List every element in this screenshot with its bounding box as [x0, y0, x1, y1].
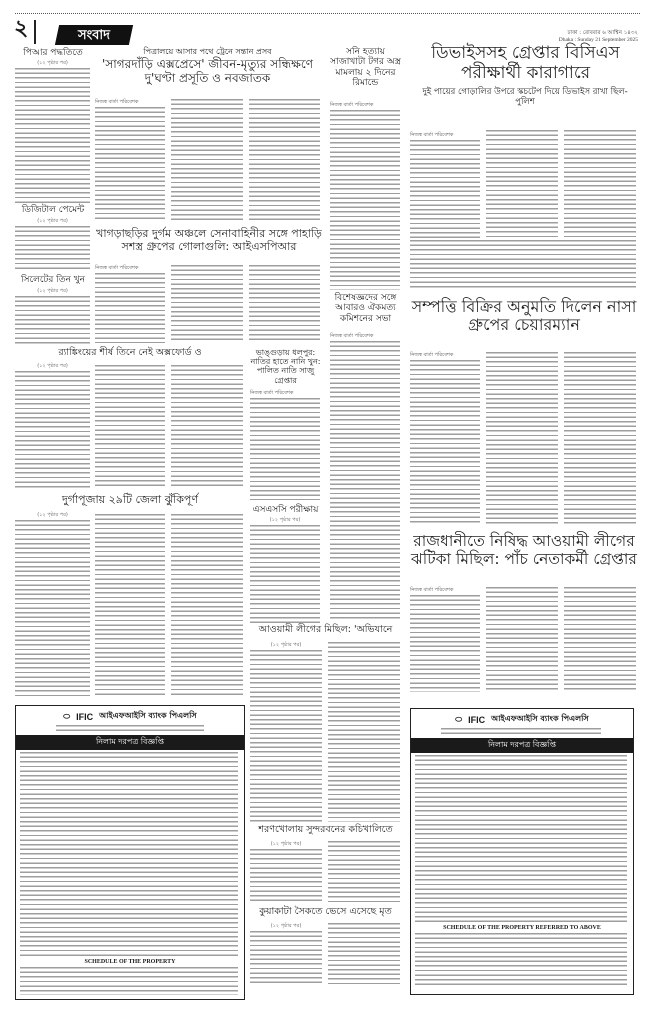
article-text [171, 365, 243, 489]
headline-soni: সনি হত্যায় সাজাখাটা টগর অস্ত্র মামলায় ২ দিনের রিমান্ডে [330, 47, 401, 89]
article-text [410, 240, 636, 290]
ad-schedule-text [415, 933, 627, 985]
article-text [171, 514, 243, 698]
byline: নিজস্ব বার্তা পরিবেশক [330, 102, 374, 108]
ific-auction-notice-right [410, 708, 634, 995]
headline-ranking: র‍্যাঙ্কিংয়ের শীর্ষ তিনে নেই অক্সফোর্ড ও [58, 347, 202, 358]
headline-sylhet: সিলেটের তিন খুন [20, 275, 86, 285]
byline: নিজস্ব বার্তা পরিবেশক [410, 132, 454, 138]
article-text [95, 273, 165, 343]
article-text [564, 130, 636, 240]
headline-khagrachari: খাগড়াছড়ির দুর্গম অঞ্চলে সেনাবাহিনীর সঙ্গে পাহাড়ি সশস্ত্র গ্রুপের গোলাগুলি: আইএসপিআর [96, 227, 322, 253]
article-text [15, 520, 90, 698]
article-text [15, 68, 90, 203]
byline: নিজস্ব বার্তা পরিবেশক [410, 352, 454, 358]
newspaper-logo-text: সংবাদ [77, 28, 111, 43]
headline-nasa: সম্পত্তি বিক্রির অনুমতি দিলেন নাসা গ্রুপের চেয়ারম্যান [411, 297, 637, 335]
continued-label: (১২ পৃষ্ঠার পর) [269, 517, 301, 523]
article-text [250, 849, 322, 904]
headline-pr: পিআর পদ্ধতিতে [23, 48, 83, 58]
article-text [249, 99, 320, 222]
continued-label: (১২ পৃষ্ঠার পর) [270, 923, 302, 929]
ific-logo-icon: ⬭ [455, 714, 463, 724]
continued-label: (১২ পৃষ্ঠার পর) [37, 363, 68, 369]
continued-label: (১২ পৃষ্ঠার পর) [270, 841, 302, 847]
kicker-train: পিত্রালয়ে আসার পথে ট্রেনে সন্তান প্রসব [143, 47, 272, 56]
article-text [328, 841, 400, 904]
headline-capital-rally: রাজধানীতে নিষিদ্ধ আওয়ামী লীগের ঝটিকা মিছিল: পাঁচ নেতাকর্মী গ্রেপ্তার [411, 532, 637, 568]
article-text [15, 371, 90, 489]
headline-murder: ভাঙ্গুড়ায় ধলপুর: নাতির হাতে নানি খুন: পালিত নাতি সাজু গ্রেপ্তার [250, 348, 321, 385]
auction-notice-title: নিলাম দরপত্র বিজ্ঞপ্তি [411, 738, 633, 753]
header-divider [34, 20, 36, 44]
continued-label: (১২ পৃষ্ঠার পর) [37, 512, 68, 518]
ific-logo-text: IFIC [468, 714, 486, 725]
headline-kuakata: কুয়াকাটা সৈকতে ভেসে এসেছে মৃত [259, 906, 392, 917]
headline-awami-rally: আওয়ামী লীগের মিছিল: 'অভিযানে [258, 624, 393, 635]
article-text [250, 525, 320, 623]
ific-logo-text: IFIC [76, 711, 94, 722]
byline: নিজস্ব বার্তা পরিবেশক [95, 265, 139, 271]
continued-label: (১২ পৃষ্ঠার পর) [270, 642, 302, 648]
subheadline-bcs: দুই পায়ের গোড়ালির উপরে স্কচটেপ দিয়ে ডিভাইস রাখা ছিল- পুলিশ [422, 87, 628, 107]
article-text [250, 650, 322, 822]
byline: নিজস্ব বার্তা পরিবেশক [250, 390, 294, 396]
headline-bcs: ডিভাইসসহ গ্রেপ্তার বিসিএস পরীক্ষার্থী কারাগারে [431, 43, 620, 83]
schedule-heading: SCHEDULE OF THE PROPERTY REFERRED TO ABOVE [443, 925, 601, 931]
article-text [95, 365, 165, 489]
article-text [171, 265, 243, 343]
article-text [95, 514, 165, 698]
article-text [330, 110, 400, 290]
ad-schedule-text [20, 967, 238, 995]
article-text [15, 226, 90, 272]
article-text [15, 296, 90, 344]
article-text [410, 360, 480, 525]
byline: নিজস্ব বার্তা পরিবেশক [410, 587, 454, 593]
bank-name: আইএফআইসি ব্যাংক পিএলসি [99, 711, 197, 720]
article-text [410, 140, 480, 240]
ific-logo-icon: ⬭ [63, 711, 71, 721]
article-text [410, 595, 480, 692]
header-dotted-rule [15, 13, 640, 14]
ific-auction-notice-left [15, 705, 245, 1000]
article-text [250, 398, 320, 500]
headline-durga-puja: দুর্গাপূজায় ২৯টি জেলা ঝুঁকিপূর্ণ [61, 493, 199, 506]
schedule-heading: SCHEDULE OF THE PROPERTY [84, 959, 176, 965]
byline: নিজস্ব বার্তা পরিবেশক [330, 333, 374, 339]
article-text [486, 587, 558, 692]
ific-logo [16, 710, 244, 723]
article-text [486, 352, 558, 525]
page-number: ২ [14, 16, 29, 41]
ad-address [56, 725, 204, 733]
article-text [564, 352, 636, 525]
date-en: Dhaka : Sunday 21 September 2025 [558, 37, 638, 43]
article-text [328, 642, 400, 822]
continued-label: (১২ পৃষ্ঠার পর) [37, 60, 68, 66]
continued-label: (১২ পৃষ্ঠার পর) [37, 218, 68, 224]
article-text [486, 130, 558, 240]
headline-train: 'সাগরদাঁড়ি এক্সপ্রেসে' জীবন-মৃত্যুর সন্ধিক্ষণে দু'ঘণ্টা প্রসূতি ও নবজাতক [102, 57, 313, 85]
bank-name: আইএফআইসি ব্যাংক পিএলসি [491, 714, 589, 723]
date-bn: ঢাকা : রোববার ৬ আশ্বিন ১৪৩২ [567, 30, 638, 36]
headline-sharankhola: শরণখোলায় সুন্দরবনের কচিখালিতে [258, 824, 393, 835]
byline: নিজস্ব বার্তা পরিবেশক [95, 99, 139, 105]
continued-label: (১২ পৃষ্ঠার পর) [37, 288, 68, 294]
ad-address [441, 728, 601, 736]
article-text [249, 265, 320, 343]
ad-body-text [20, 752, 238, 957]
ific-logo [411, 713, 633, 726]
article-text [171, 99, 243, 222]
headline-ssc: এসএসসি পরীক্ষায় [252, 505, 319, 515]
article-text [328, 923, 400, 986]
headline-consensus: বিশেষজ্ঞদের সঙ্গে আবারও ঐকমত্য কমিশনের সভা [334, 293, 397, 324]
headline-digital-payment: ডিজিটাল পেমেন্ট [21, 205, 85, 215]
article-text [95, 107, 165, 222]
ad-body-text [415, 755, 627, 923]
article-text [330, 341, 400, 621]
article-text [564, 587, 636, 692]
article-text [250, 931, 322, 986]
auction-notice-title: নিলাম দরপত্র বিজ্ঞপ্তি [16, 735, 244, 750]
